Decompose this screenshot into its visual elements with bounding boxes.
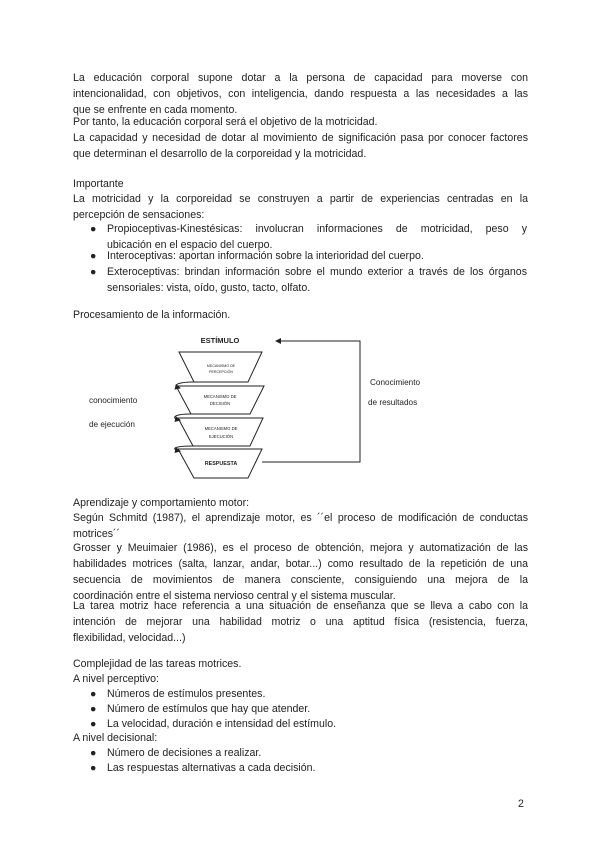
text-line: Propioceptivas-Kinestésicas: involucran informaciones de motricidad, peso y	[107, 223, 527, 235]
text-line: intención de mejorar una habilidad motriz o una aptitud física (resistencia, fuerza,	[73, 616, 528, 628]
subheading-text: A nivel perceptivo:	[73, 673, 159, 685]
complejidad-heading	[73, 656, 528, 672]
results-knowledge-label: de resultados	[368, 398, 418, 407]
execution-mechanism-box	[178, 418, 263, 446]
bullet-icon: ●	[90, 688, 97, 700]
bullet-item	[90, 745, 530, 761]
text-line: percepción de sensaciones:	[73, 209, 205, 221]
aprendizaje-paragraph-3	[73, 598, 528, 646]
text-line: La capacidad y necesidad de dotar al movimiento de significación pasa por conocer factores	[73, 132, 528, 144]
text-line: habilidades motrices (salta, lanzar, andar, botar...) como resultado de la repetición de una	[73, 558, 528, 570]
text-line: Por tanto, la educación corporal será el objetivo de la motricidad.	[73, 116, 378, 128]
text-line: flexibilidad, velocidad...)	[73, 632, 186, 644]
text-line: Exteroceptivas: brindan información sobre el mundo exterior a través de los órganos	[107, 266, 527, 278]
subheading-text: A nivel decisional:	[73, 732, 158, 744]
bullet-text: Número de estímulos que hay que atender.	[107, 703, 311, 715]
bullet-icon: ●	[90, 747, 97, 759]
bullet-icon: ●	[90, 250, 97, 262]
bullet-item	[90, 686, 530, 702]
bullet-icon: ●	[90, 266, 97, 278]
text-line: La educación corporal supone dotar a la persona de capacidad para moverse con	[73, 72, 528, 84]
text-line: ubicación en el espacio del cuerpo.	[107, 239, 273, 251]
heading-text: Complejidad de las tareas motrices.	[73, 658, 242, 670]
decision-label: MECANISMO DE	[203, 394, 237, 399]
text-line: Interoceptivas: aportan información sobre la interioridad del cuerpo.	[107, 250, 424, 262]
perception-label: PERCEPCIÓN	[209, 370, 233, 374]
bullet-text: Números de estímulos presentes.	[107, 688, 266, 700]
text-line: coordinación entre el sistema nervioso central y el sistema muscular.	[73, 590, 396, 602]
stimulus-label: ESTÍMULO	[200, 336, 240, 345]
bullet-text: La velocidad, duración e intensidad del estímulo.	[107, 718, 337, 730]
bullet-icon: ●	[90, 762, 97, 774]
decision-label: DECISIÓN	[209, 401, 231, 406]
bullet-icon: ●	[90, 703, 97, 715]
aprendizaje-paragraph-2	[73, 540, 528, 604]
execution-knowledge-label: de ejecución	[89, 420, 135, 429]
text-line: intencionalidad, con objetivos, con inteligencia, dando respuesta a las necesidades a las	[73, 88, 528, 100]
decisional-label	[73, 730, 528, 746]
execution-knowledge-label: conocimiento	[89, 396, 138, 405]
heading-text: Procesamiento de la información.	[73, 309, 231, 321]
bullet-icon: ●	[90, 223, 97, 235]
results-knowledge-label: Conocimiento	[370, 378, 421, 387]
execution-label: EJECUCIÓN	[208, 434, 234, 439]
perception-label: MECANISMO DE	[206, 364, 236, 368]
bullet-text: Las respuestas alternativas a cada decisión.	[107, 762, 316, 774]
page-number: 2	[518, 798, 524, 810]
execution-label: MECANISMO DE	[204, 426, 238, 431]
decision-mechanism-box	[176, 386, 264, 414]
text-line: secuencia de movimientos de manera consciente, consiguiendo una mejora de la	[73, 574, 528, 586]
perceptivo-label	[73, 671, 528, 687]
text-line: Grosser y Meuimaier (1986), es el proceso de obtención, mejora y automatización de las	[73, 542, 528, 554]
text-line: Según Schmitd (1987), el aprendizaje motor, es ´´el proceso de modificación de conductas	[73, 512, 528, 524]
text-line: sensoriales: vista, oído, gusto, tacto, olfato.	[107, 282, 311, 294]
text-line: que se enfrente en cada momento.	[73, 104, 238, 116]
bullet-text: Número de decisiones a realizar.	[107, 747, 262, 759]
text-line: La motricidad y la corporeidad se construyen a partir de experiencias centradas en la	[73, 193, 528, 205]
bullet-icon: ●	[90, 718, 97, 730]
text-line: La tarea motriz hace referencia a una situación de enseñanza que se lleva a cabo con la	[73, 600, 528, 612]
heading-text: Aprendizaje y comportamiento motor:	[73, 497, 250, 509]
text-line: motrices´´	[73, 528, 121, 540]
text-line: que determinan el desarrollo de la corporeidad y la motricidad.	[73, 148, 367, 160]
heading-text: Importante	[73, 178, 124, 190]
bullet-item	[90, 701, 530, 717]
bullet-item	[90, 760, 530, 776]
response-label: RESPUESTA	[204, 461, 238, 467]
results-feedback-line	[262, 341, 360, 462]
aprendizaje-paragraph-1	[73, 510, 528, 542]
aprendizaje-heading	[73, 495, 528, 511]
